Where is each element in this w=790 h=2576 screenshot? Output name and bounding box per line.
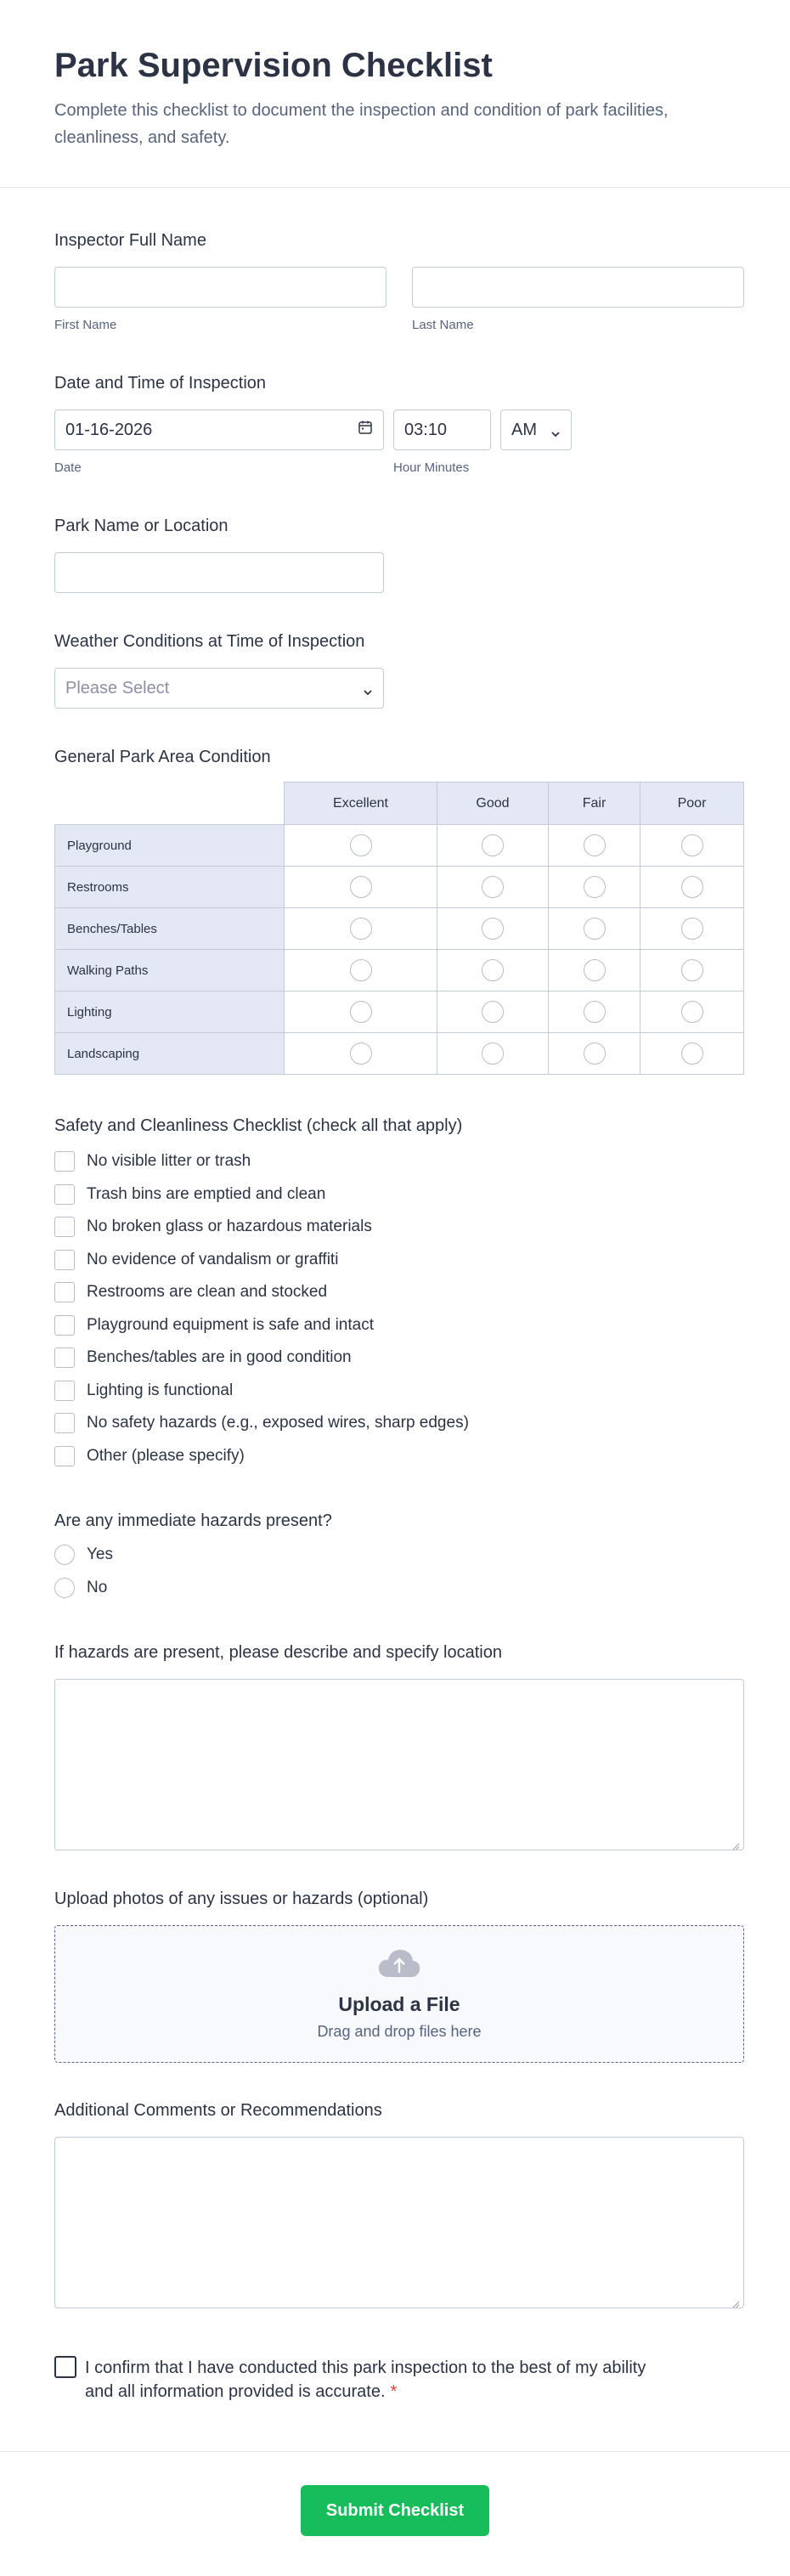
matrix-row <box>55 1033 744 1075</box>
matrix-radio[interactable] <box>350 959 372 981</box>
matrix-corner <box>55 782 285 825</box>
matrix-radio[interactable] <box>350 834 372 856</box>
time-sublabel: Hour Minutes <box>393 460 470 475</box>
checkbox[interactable] <box>54 1151 75 1172</box>
hazards-option-label: Yes <box>87 1545 113 1564</box>
checklist-item-label: Trash bins are emptied and clean <box>87 1184 326 1203</box>
datetime-field <box>54 372 744 475</box>
submit-button[interactable]: Submit Checklist <box>301 2485 489 2536</box>
matrix-row <box>55 950 744 991</box>
calendar-icon[interactable] <box>358 420 373 440</box>
upload-field <box>54 1888 744 2063</box>
checklist-item-label: Restrooms are clean and stocked <box>87 1283 328 1302</box>
matrix-radio[interactable] <box>584 918 606 940</box>
park-name-label: Park Name or Location <box>54 517 229 535</box>
matrix-row <box>55 867 744 908</box>
cloud-upload-icon <box>377 1948 421 1983</box>
condition-matrix <box>54 782 744 1075</box>
checkbox[interactable] <box>54 1446 75 1466</box>
checklist-item[interactable] <box>54 1244 744 1277</box>
confirm-label: I confirm that I have conducted this park inspection to the best of my ability and all information provided is accurate. <box>85 2359 646 2401</box>
matrix-radio[interactable] <box>681 1001 703 1023</box>
matrix-col-excellent: Excellent <box>285 782 437 825</box>
checklist-item-label: No evidence of vandalism or graffiti <box>87 1250 339 1268</box>
required-mark: * <box>390 2382 398 2401</box>
matrix-row <box>55 991 744 1033</box>
matrix-radio[interactable] <box>584 1042 606 1065</box>
matrix-radio[interactable] <box>681 834 703 856</box>
matrix-radio[interactable] <box>350 918 372 940</box>
checklist-item-label: No safety hazards (e.g., exposed wires, sharp edges) <box>87 1414 469 1432</box>
form-header <box>0 0 790 188</box>
matrix-row-label: Benches/Tables <box>55 908 285 950</box>
checkbox[interactable] <box>54 1315 75 1336</box>
date-input[interactable] <box>54 410 384 450</box>
park-name-field <box>54 515 744 593</box>
last-name-input[interactable] <box>412 267 744 308</box>
confirm-text <box>85 2356 649 2404</box>
hazards-label: Are any immediate hazards present? <box>54 1511 332 1530</box>
hazards-field <box>54 1510 744 1604</box>
checklist-item-label: Playground equipment is safe and intact <box>87 1315 374 1334</box>
checklist-item-label: Other (please specify) <box>87 1446 245 1465</box>
checklist-item-label: Lighting is functional <box>87 1381 234 1399</box>
form-title: Park Supervision Checklist <box>54 47 493 84</box>
time-value: 03:10 <box>404 420 448 439</box>
ampm-select[interactable] <box>500 410 572 450</box>
inspector-name-label: Inspector Full Name <box>54 231 206 250</box>
checklist-item[interactable] <box>54 1145 744 1178</box>
weather-label: Weather Conditions at Time of Inspection <box>54 632 365 651</box>
checklist-item[interactable] <box>54 1440 744 1473</box>
comments-textarea[interactable] <box>54 2137 744 2308</box>
matrix-radio[interactable] <box>681 918 703 940</box>
matrix-radio[interactable] <box>681 876 703 898</box>
hazards-option-yes[interactable] <box>54 1539 744 1572</box>
checkbox[interactable] <box>54 1250 75 1270</box>
condition-field <box>54 746 744 768</box>
checklist-item[interactable] <box>54 1211 744 1244</box>
checklist-field <box>54 1115 744 1472</box>
chevron-down-icon <box>363 683 373 693</box>
weather-field <box>54 630 744 709</box>
checklist-item[interactable] <box>54 1407 744 1440</box>
matrix-row <box>55 908 744 950</box>
matrix-radio[interactable] <box>482 959 504 981</box>
form-footer <box>0 2451 790 2576</box>
hazard-desc-label: If hazards are present, please describe and specify location <box>54 1643 502 1662</box>
matrix-col-good: Good <box>437 782 549 825</box>
park-name-input[interactable] <box>54 552 384 593</box>
checkbox[interactable] <box>54 1347 75 1368</box>
upload-subtitle: Drag and drop files here <box>317 2022 482 2040</box>
matrix-radio[interactable] <box>482 876 504 898</box>
matrix-row-label: Playground <box>55 825 285 867</box>
date-value: 01-16-2026 <box>65 420 153 439</box>
confirm-checkbox[interactable] <box>54 2356 76 2378</box>
matrix-radio[interactable] <box>681 1042 703 1065</box>
date-sublabel: Date <box>54 460 82 475</box>
matrix-radio[interactable] <box>482 1042 504 1065</box>
matrix-radio[interactable] <box>584 1001 606 1023</box>
checklist-item-label: Benches/tables are in good condition <box>87 1348 352 1367</box>
radio-button[interactable] <box>54 1545 75 1565</box>
upload-dropzone[interactable] <box>54 1925 744 2063</box>
matrix-col-poor: Poor <box>640 782 744 825</box>
checkbox[interactable] <box>54 1282 75 1302</box>
comments-label: Additional Comments or Recommendations <box>54 2101 382 2120</box>
inspector-name-field <box>54 229 744 332</box>
checklist-item[interactable] <box>54 1342 744 1375</box>
datetime-label: Date and Time of Inspection <box>54 374 267 393</box>
confirm-field <box>54 2356 649 2404</box>
matrix-radio[interactable] <box>584 834 606 856</box>
hazard-desc-field <box>54 1641 744 1850</box>
upload-title: Upload a File <box>338 1992 460 2015</box>
checklist-item[interactable] <box>54 1276 744 1309</box>
checklist-item[interactable] <box>54 1309 744 1342</box>
weather-select[interactable] <box>54 668 384 709</box>
matrix-radio[interactable] <box>482 918 504 940</box>
matrix-radio[interactable] <box>350 1042 372 1065</box>
hazards-option-no[interactable] <box>54 1572 744 1605</box>
weather-placeholder: Please Select <box>65 678 170 698</box>
matrix-radio[interactable] <box>584 959 606 981</box>
resize-handle-icon[interactable] <box>732 2296 739 2303</box>
matrix-radio[interactable] <box>350 876 372 898</box>
matrix-radio[interactable] <box>350 1001 372 1023</box>
checklist-label: Safety and Cleanliness Checklist (check all that apply) <box>54 1116 463 1135</box>
comments-field <box>54 2099 744 2308</box>
ampm-value: AM <box>511 420 537 439</box>
upload-label: Upload photos of any issues or hazards (optional) <box>54 1890 429 1908</box>
matrix-row-label: Restrooms <box>55 867 285 908</box>
condition-label: General Park Area Condition <box>54 748 271 766</box>
first-name-sublabel: First Name <box>54 318 117 332</box>
checklist-item-label: No visible litter or trash <box>87 1152 251 1171</box>
last-name-sublabel: Last Name <box>412 318 474 332</box>
hazards-option-label: No <box>87 1578 108 1596</box>
checklist-item[interactable] <box>54 1375 744 1408</box>
matrix-row <box>55 825 744 867</box>
matrix-row-label: Landscaping <box>55 1033 285 1075</box>
checklist-item-label: No broken glass or hazardous materials <box>87 1217 372 1236</box>
hazard-desc-textarea[interactable] <box>54 1679 744 1850</box>
resize-handle-icon[interactable] <box>732 1839 739 1845</box>
checkbox[interactable] <box>54 1184 75 1205</box>
matrix-row-label: Lighting <box>55 991 285 1033</box>
checkbox[interactable] <box>54 1381 75 1401</box>
first-name-input[interactable] <box>54 267 387 308</box>
checkbox[interactable] <box>54 1413 75 1433</box>
matrix-col-fair: Fair <box>549 782 640 825</box>
matrix-radio[interactable] <box>681 959 703 981</box>
checklist-item[interactable] <box>54 1178 744 1212</box>
matrix-radio[interactable] <box>482 1001 504 1023</box>
matrix-radio[interactable] <box>482 834 504 856</box>
form-subtitle: Complete this checklist to document the inspection and condition of park facilities, cleanliness, and safety. <box>54 101 669 147</box>
checkbox[interactable] <box>54 1217 75 1237</box>
time-input[interactable] <box>393 410 491 450</box>
matrix-radio[interactable] <box>584 876 606 898</box>
matrix-row-label: Walking Paths <box>55 950 285 991</box>
radio-button[interactable] <box>54 1578 75 1598</box>
chevron-down-icon <box>550 425 561 435</box>
